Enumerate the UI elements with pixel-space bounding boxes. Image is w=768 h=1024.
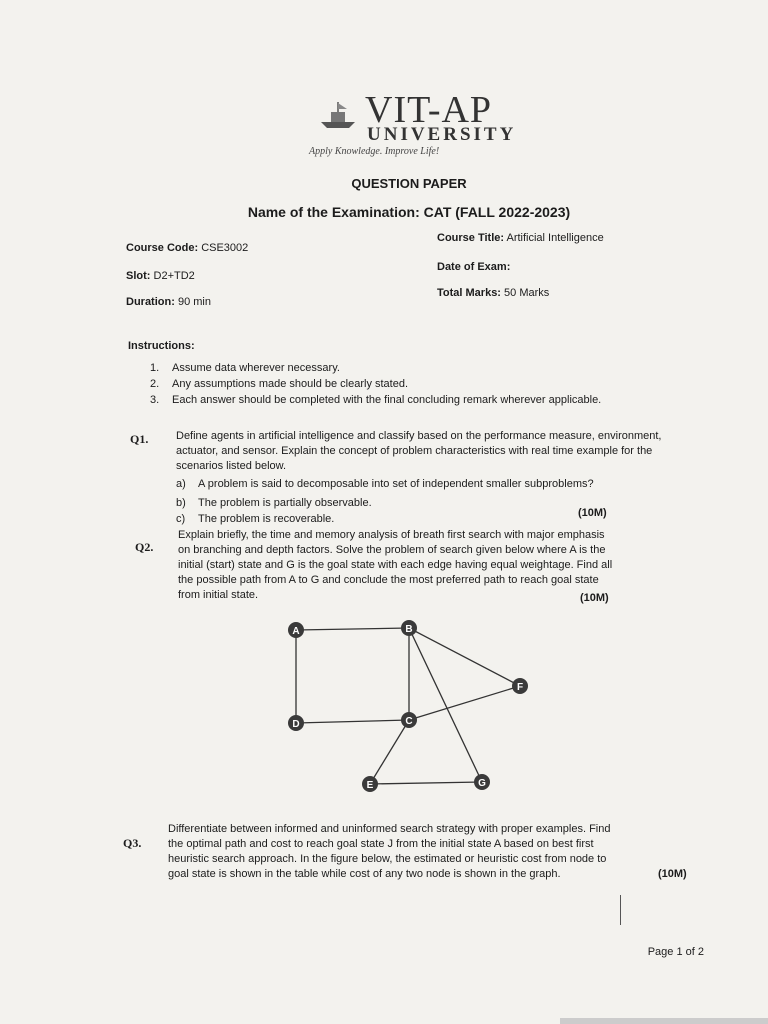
sub-number: b) <box>176 497 186 509</box>
instruction-text: Assume data wherever necessary. <box>172 362 340 374</box>
search-graph <box>280 615 540 800</box>
edge-d-c <box>296 720 409 723</box>
question-2-text: Explain briefly, the time and memory analysis of breath first search with major emphasis on branching and depth factors. Solve the problem of search given below where A is the initial (start) state and G is the goal state with each edge having equal weightage. Find all the possible path from A to G and conclude the most preferred path to reach goal state from initial state. <box>178 529 613 601</box>
node-f <box>512 678 528 694</box>
sub-text: A problem is said to decomposable into set of independent smaller subproblems? <box>198 478 594 490</box>
sub-number: a) <box>176 478 186 490</box>
instruction-number: 3. <box>150 394 160 406</box>
svg-text:G: G <box>478 778 486 789</box>
scan-edge <box>560 1018 768 1024</box>
question-2-marks: (10M) <box>580 592 609 604</box>
question-3-text: Differentiate between informed and uninformed search strategy with proper examples. Find the optimal path and cost to reach goal state J from the initial state A based on best first heuristic search approach. In the figure below, the estimated or heuristic cost from node to goal state is shown in the table while cost of any two node is shown in the graph. <box>168 823 611 880</box>
edge-e-g <box>370 782 482 784</box>
instruction-item <box>150 378 408 390</box>
svg-text:C: C <box>405 716 413 727</box>
instruction-number: 2. <box>150 378 160 390</box>
edge-c-e <box>370 720 409 784</box>
total-marks-value: 50 Marks <box>504 287 550 299</box>
question-1-label: Q1. <box>130 432 149 446</box>
question-1-sub-c <box>176 513 334 525</box>
exam-name: Name of the Examination: CAT (FALL 2022-2023) <box>247 204 571 220</box>
node-g <box>474 774 490 790</box>
slot-label: Slot: <box>126 270 151 282</box>
instruction-item <box>150 362 340 374</box>
duration <box>126 296 211 308</box>
node-d <box>288 715 304 731</box>
question-1-sub-a <box>176 478 594 490</box>
slot-value: D2+TD2 <box>153 270 195 282</box>
logo-subtitle: UNIVERSITY <box>367 124 517 145</box>
slot <box>126 270 195 282</box>
edge-a-b <box>296 628 409 630</box>
ship-emblem-icon <box>319 100 357 130</box>
page-number: Page 1 of 2 <box>647 946 704 958</box>
question-1-sub-b <box>176 497 372 509</box>
svg-text:B: B <box>405 624 413 635</box>
node-e <box>362 776 378 792</box>
instructions-heading: Instructions: <box>128 340 195 352</box>
date-of-exam <box>437 261 510 273</box>
instruction-item <box>150 394 601 406</box>
instruction-text: Any assumptions made should be clearly stated. <box>172 378 409 390</box>
svg-text:A: A <box>292 626 300 637</box>
sub-text: The problem is recoverable. <box>198 513 335 525</box>
course-title-value: Artificial Intelligence <box>506 232 604 244</box>
edge-b-g <box>409 628 482 782</box>
question-1-text: Define agents in artificial intelligence and classify based on the performance measure, environment, actuator, and sensor. Explain the concept of problem characteristics with real time example for the scenarios listed below. <box>176 430 662 472</box>
margin-line <box>620 895 621 925</box>
university-logo <box>305 89 517 162</box>
course-code <box>126 242 248 254</box>
sub-number: c) <box>176 513 186 525</box>
course-title <box>437 232 604 244</box>
date-label: Date of Exam: <box>437 261 511 273</box>
page-title: QUESTION PAPER <box>351 176 467 191</box>
logo-name: VIT-AP <box>365 89 493 131</box>
question-3-marks: (10M) <box>658 868 687 880</box>
instruction-text: Each answer should be completed with the final concluding remark wherever applicable. <box>172 394 602 406</box>
duration-label: Duration: <box>126 296 175 308</box>
svg-text:F: F <box>516 682 524 693</box>
node-b <box>401 620 417 636</box>
svg-text:E: E <box>366 780 374 791</box>
question-2-label: Q2. <box>135 540 154 554</box>
course-code-label: Course Code: <box>126 242 199 254</box>
instruction-number: 1. <box>150 362 160 374</box>
course-code-value: CSE3002 <box>201 242 249 254</box>
node-c <box>401 712 417 728</box>
logo-tagline: Apply Knowledge. Improve Life! <box>309 146 440 157</box>
sub-text: The problem is partially observable. <box>198 497 372 509</box>
question-1-marks: (10M) <box>578 507 607 519</box>
node-a <box>288 622 304 638</box>
total-marks <box>437 287 549 299</box>
total-marks-label: Total Marks: <box>437 287 501 299</box>
edge-b-f <box>409 628 520 686</box>
svg-text:D: D <box>292 719 300 730</box>
duration-value: 90 min <box>177 296 211 308</box>
edge-c-f <box>409 686 520 720</box>
question-3-label: Q3. <box>123 836 142 850</box>
course-title-label: Course Title: <box>437 232 505 244</box>
